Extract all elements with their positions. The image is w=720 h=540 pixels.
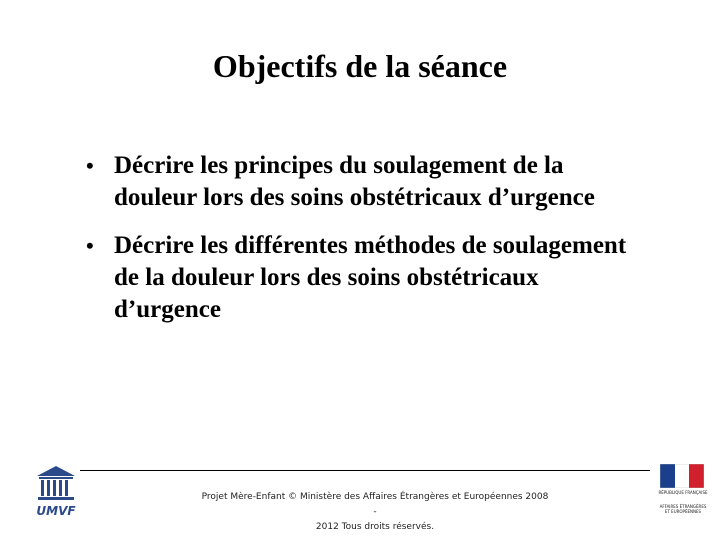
bullet-text: Décrire les principes du soulagement de la douleur lors des soins obstétricaux d’urgence bbox=[114, 152, 595, 211]
bullet-item bbox=[86, 230, 646, 326]
bullet-item bbox=[86, 150, 646, 214]
bullet-dot-icon: • bbox=[86, 233, 94, 258]
umvf-label: UMVF bbox=[36, 504, 76, 518]
temple-icon bbox=[33, 464, 79, 504]
ministry-line-2: AFFAIRES ÉTRANGÈRES ET EUROPÉENNES bbox=[659, 504, 707, 514]
french-flag-icon bbox=[660, 464, 704, 488]
bullet-dot-icon: • bbox=[86, 153, 94, 178]
bullet-list bbox=[86, 150, 646, 342]
footer-line-2: 2012 Tous droits réservés. bbox=[315, 522, 435, 532]
ministry-logo bbox=[658, 462, 708, 522]
footer-line-1: Projet Mère-Enfant © Ministère des Affaires Étrangères et Européennes 2008 - bbox=[201, 492, 549, 517]
slide-title: Objectifs de la séance bbox=[212, 48, 508, 84]
footer-copyright bbox=[200, 490, 550, 535]
footer-divider bbox=[80, 470, 650, 471]
umvf-logo bbox=[33, 464, 79, 520]
ministry-line-1: RÉPUBLIQUE FRANÇAISE bbox=[658, 490, 708, 495]
bullet-text: Décrire les différentes méthodes de soulagement de la douleur lors des soins obstétricaux d’urgence bbox=[114, 232, 627, 323]
